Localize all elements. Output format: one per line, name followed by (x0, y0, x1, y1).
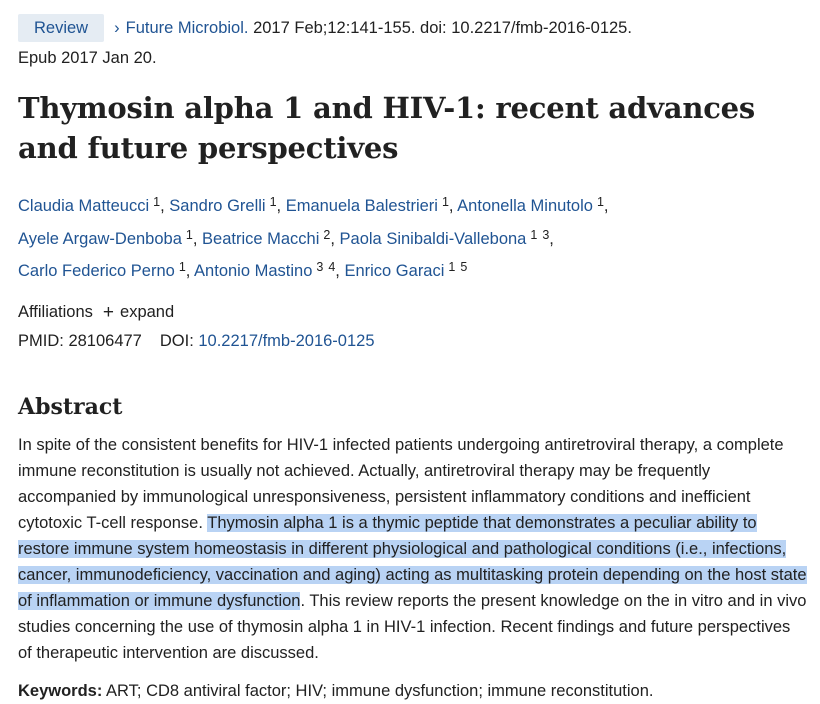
author-item: Carlo Federico Perno 1, (18, 262, 194, 280)
article-page (18, 14, 808, 704)
citation-line (18, 14, 808, 42)
epub-date: Epub 2017 Jan 20. (18, 49, 157, 67)
author-link[interactable]: Ayele Argaw-Denboba (18, 229, 182, 248)
plus-icon: + (102, 301, 115, 323)
abstract-text-after: . This review reports the present knowledge on the in vitro and in vivo studies concerning the use of thymosin alpha 1 in HIV-1 infection. Recent findings and future perspectives of therapeutic intervention are discussed. (18, 591, 807, 662)
affiliation-ref[interactable]: 2 (323, 227, 331, 242)
abstract-text (18, 432, 808, 666)
affiliation-refs (270, 188, 277, 217)
meta-block (18, 298, 808, 356)
expand-label: expand (120, 302, 175, 321)
author-item (344, 262, 467, 280)
affiliation-ref[interactable]: 3 (542, 227, 550, 242)
affiliation-refs (530, 221, 549, 250)
author-item: Antonella Minutolo 1, (457, 197, 608, 215)
author-link[interactable]: Claudia Matteucci (18, 197, 150, 215)
author-link[interactable]: Antonio Mastino (194, 262, 313, 280)
author-list (18, 188, 808, 286)
affiliation-refs (316, 253, 335, 282)
affiliation-ref[interactable]: 3 (316, 260, 324, 274)
affiliation-refs (323, 221, 330, 250)
author-link[interactable]: Sandro Grelli (169, 197, 266, 215)
affiliation-refs (179, 253, 186, 282)
doi-link[interactable]: 10.2217/fmb-2016-0125 (198, 331, 375, 350)
keywords-value: ART; CD8 antiviral factor; HIV; immune dysfunction; immune reconstitution. (102, 681, 654, 700)
citation-details: 2017 Feb;12:141-155. doi: 10.2217/fmb-2016-0125. (248, 19, 632, 37)
author-link[interactable]: Beatrice Macchi (202, 229, 320, 248)
author-item: Beatrice Macchi 2, (202, 230, 340, 248)
expand-affiliations-button[interactable] (103, 303, 174, 321)
doi-label: DOI: (159, 331, 194, 350)
chevron-right-icon[interactable]: › (114, 19, 120, 37)
abstract-heading: Abstract (18, 393, 123, 420)
article-title: Thymosin alpha 1 and HIV-1: recent advances and future perspectives (18, 91, 756, 165)
author-link[interactable]: Emanuela Balestrieri (285, 197, 438, 215)
affiliation-ref[interactable]: 1 (441, 195, 449, 209)
author-item: Emanuela Balestrieri 1, (286, 197, 457, 215)
pmid-label: PMID: (18, 331, 64, 350)
affiliation-ref[interactable]: 1 (153, 195, 161, 209)
author-item: Sandro Grelli 1, (169, 197, 285, 215)
author-link[interactable]: Carlo Federico Perno (18, 262, 175, 280)
affiliation-ref[interactable]: 1 (530, 227, 538, 242)
affiliation-refs (153, 188, 160, 217)
author-link[interactable]: Enrico Garaci (344, 262, 445, 280)
journal-link[interactable]: Future Microbiol. (125, 19, 249, 37)
affiliation-refs (186, 221, 193, 250)
author-item: Antonio Mastino 3 4, (194, 262, 344, 280)
author-link[interactable]: Paola Sinibaldi-Vallebona (339, 229, 527, 248)
affiliation-ref[interactable]: 1 (269, 195, 277, 209)
affiliation-refs (597, 188, 604, 217)
author-item: Paola Sinibaldi-Vallebona 1 3, (340, 230, 554, 248)
affiliation-ref[interactable]: 4 (328, 260, 336, 274)
affiliations-row (18, 298, 808, 327)
abstract-highlighted-text: Thymosin alpha 1 is a thymic peptide that demonstrates a peculiar ability to restore immune system homeostasis in different physiological and pathological conditions (i.e., infections, cancer, immunodeficiency, vaccination and aging) acting as multitasking protein depending on the host state of inflammation or immune dysfunction (18, 513, 807, 610)
keywords-label: Keywords: (18, 681, 103, 700)
affiliation-ref[interactable]: 1 (178, 260, 186, 274)
affiliation-ref[interactable]: 1 (185, 227, 193, 242)
review-badge: Review (18, 14, 104, 42)
abstract-text-before: In spite of the consistent benefits for HIV-1 infected patients undergoing antiretroviral therapy, a complete immune reconstitution is usually not achieved. Actually, antiretroviral therapy may be frequently accompanied by immunological unresponsiveness, persistent inflammatory conditions and inefficient cytotoxic T-cell response. (18, 435, 784, 532)
pmid-value: 28106477 (68, 331, 142, 350)
affiliations-label: Affiliations (18, 302, 93, 321)
identifiers-row (18, 327, 808, 356)
affiliation-refs (442, 188, 449, 217)
author-item: Claudia Matteucci 1, (18, 197, 169, 215)
affiliation-refs (448, 253, 467, 282)
affiliation-ref[interactable]: 5 (460, 260, 468, 274)
author-link[interactable]: Antonella Minutolo (457, 197, 593, 215)
affiliation-ref[interactable]: 1 (596, 195, 604, 209)
author-item: Ayele Argaw-Denboba 1, (18, 230, 202, 248)
affiliation-ref[interactable]: 1 (448, 260, 456, 274)
